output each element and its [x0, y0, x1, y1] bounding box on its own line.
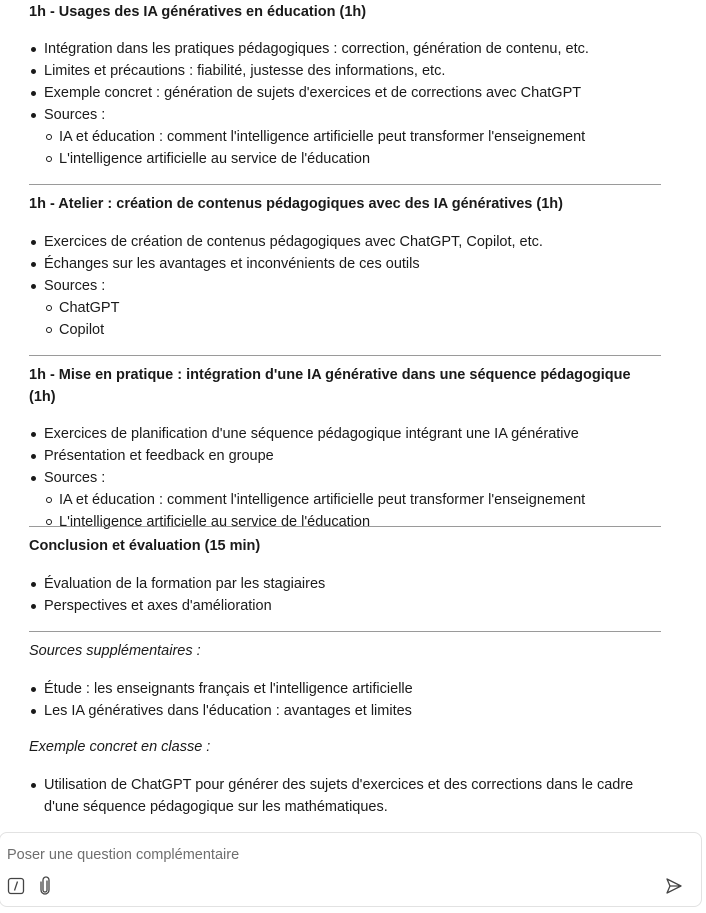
section-list — [29, 573, 661, 617]
send-icon[interactable] — [665, 877, 683, 899]
source-link[interactable]: L'intelligence artificielle au service de l'éducation — [44, 511, 661, 533]
list-item-label: Sources : — [44, 107, 106, 123]
source-link[interactable]: Les IA génératives dans l'éducation : avantages et limites — [29, 700, 661, 722]
source-link[interactable]: IA et éducation : comment l'intelligence artificielle peut transformer l'enseignement — [44, 126, 661, 148]
source-link[interactable]: IA et éducation : comment l'intelligence artificielle peut transformer l'enseignement — [44, 489, 661, 511]
source-link[interactable]: Copilot — [44, 319, 661, 341]
list-item: Exercices de planification d'une séquence pédagogique intégrant une IA générative — [29, 423, 661, 445]
source-link[interactable]: Étude : les enseignants français et l'intelligence artificielle — [29, 678, 661, 700]
section-list — [29, 38, 661, 170]
section-usages — [29, 1, 661, 170]
list-item: Exercices de création de contenus pédagogiques avec ChatGPT, Copilot, etc. — [29, 231, 661, 253]
list-item: Perspectives et axes d'amélioration — [29, 595, 661, 617]
list-item: Utilisation de ChatGPT pour générer des sujets d'exercices et des corrections dans le cadre d'une séquence pédagogique sur les mathématiques. — [29, 774, 649, 818]
section-title: 1h - Atelier : création de contenus pédagogiques avec des IA génératives (1h) — [29, 196, 563, 212]
section-conclusion — [29, 535, 661, 617]
divider — [29, 526, 661, 527]
example-list — [29, 774, 649, 818]
divider — [29, 631, 661, 632]
list-item: Échanges sur les avantages et inconvénients de ces outils — [29, 253, 661, 275]
source-link[interactable]: ChatGPT — [44, 297, 661, 319]
section-title: 1h - Mise en pratique : intégration d'une IA générative dans une séquence pédagogique (1h) — [29, 367, 631, 405]
list-item — [29, 104, 661, 170]
extra-sources — [29, 640, 661, 722]
extra-sources-list — [29, 678, 661, 722]
list-item — [29, 467, 661, 533]
section-atelier — [29, 193, 661, 341]
section-list — [29, 423, 661, 533]
follow-up-composer[interactable] — [0, 832, 702, 907]
list-item-label: Sources : — [44, 278, 106, 294]
section-mise-en-pratique — [29, 364, 661, 533]
divider — [29, 355, 661, 356]
list-item: Évaluation de la formation par les stagiaires — [29, 573, 661, 595]
extra-sources-label: Sources supplémentaires : — [29, 643, 201, 659]
section-list — [29, 231, 661, 341]
sub-list — [44, 126, 661, 170]
list-item: Présentation et feedback en groupe — [29, 445, 661, 467]
sub-list — [44, 297, 661, 341]
slash-command-icon[interactable] — [7, 877, 25, 899]
list-item-label: Sources : — [44, 470, 106, 486]
list-item — [29, 275, 661, 341]
section-title: Conclusion et évaluation (15 min) — [29, 538, 261, 554]
list-item: Exemple concret : génération de sujets d'exercices et de corrections avec ChatGPT — [29, 82, 661, 104]
list-item: Intégration dans les pratiques pédagogiques : correction, génération de contenu, etc. — [29, 38, 661, 60]
paperclip-icon[interactable] — [38, 876, 52, 900]
list-item: Limites et précautions : fiabilité, justesse des informations, etc. — [29, 60, 661, 82]
source-link[interactable]: L'intelligence artificielle au service de l'éducation — [44, 148, 661, 170]
section-title: 1h - Usages des IA génératives en éducation (1h) — [29, 4, 367, 20]
example-label: Exemple concret en classe : — [29, 739, 211, 755]
divider — [29, 184, 661, 185]
follow-up-input[interactable]: Poser une question complémentaire — [7, 847, 240, 863]
example-section — [29, 736, 661, 818]
